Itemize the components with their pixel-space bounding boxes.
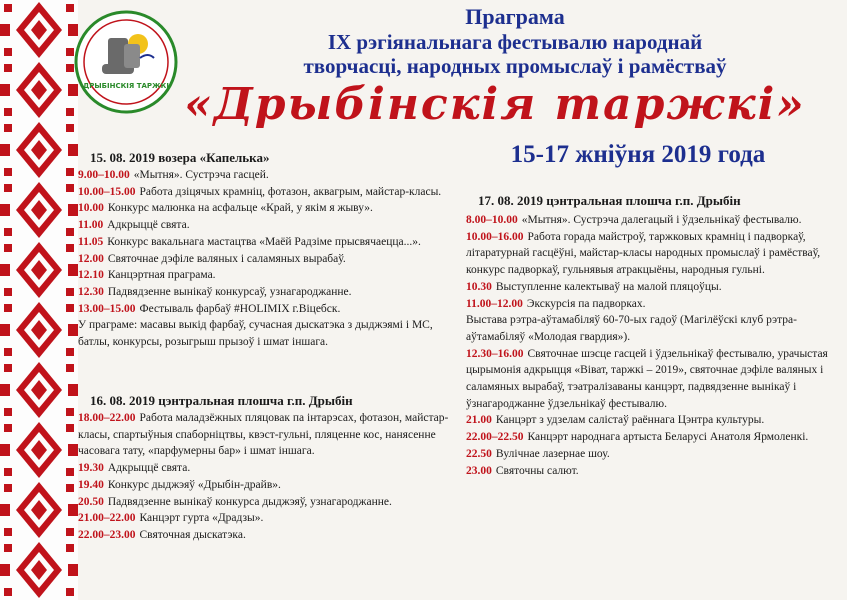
day3-heading: 17. 08. 2019 цэнтральная плошча г.п. Дрыбін <box>478 193 741 208</box>
festival-title: «Дрыбінскія таржкі» <box>184 79 806 130</box>
day3-event: Выстава рэтра-аўтамабіляў 60-70-ых гадоў (Магілёўскі клуб рэтра-аўтамабіляў «Молодая гвардия»). <box>466 314 797 343</box>
day1-event: 10.00–15.00 Работа дзіцячых крамніц, фотазон, аквагрым, майстар-класы. <box>78 185 442 198</box>
day3-event: 22.00–22.50 Канцэрт народнага артыста Беларусі Анатоля Ярмоленкі. <box>466 431 809 444</box>
day1-event: 12.00 Святочнае дэфіле валяных і саламяных вырабаў. <box>78 252 346 265</box>
program-header <box>200 4 830 78</box>
day3-event: 12.30–16.00 Святочнае шэсце гасцей і ўдзельнікаў фестывалю, урачыстая цырымонія адкрыцця «Віват, таржкі – 2019», святочнае дэфіле валяных і саламяных вырабаў, тэатралізаваны канцэрт, падвядзенне вынікаў і ўзнагароджанне ўдзельнікаў фестывалю. <box>466 347 828 410</box>
day2-event: 21.00–22.00 Канцэрт гурта «Драдзы». <box>78 512 264 525</box>
day3-schedule <box>466 212 836 479</box>
logo-text: ДРЫБІНСКІЯ ТАРЖКІ <box>83 82 169 90</box>
program-label: Праграма <box>465 4 565 29</box>
festival-dates: 15-17 жніўня 2019 года <box>510 141 766 168</box>
festival-subtitle-2: творчасці, народных промыслаў і рамёстваў <box>303 54 727 78</box>
day3-event: 23.00 Святочны салют. <box>466 464 579 477</box>
day1-note: У праграме: масавы выкід фарбаў, сучасная дыскатэка з дыджэямі і МС, батлы, конкурсы, розыгрыш прызоў і шмат іншага. <box>78 319 433 349</box>
day1-event: 12.30 Падвядзенне вынікаў конкурсаў, узнагароджанне. <box>78 285 352 298</box>
day1-event: 13.00–15.00 Фестываль фарбаў #HOLIMIX г.Віцебск. <box>78 302 341 315</box>
day3-event: 11.00–12.00 Экскурсія па падворках. <box>466 297 646 310</box>
day1-event: 11.00 Адкрыццё свята. <box>78 219 190 232</box>
day3-event: 8.00–10.00 «Мытня». Сустрэча далегацый і ўдзельнікаў фестывалю. <box>466 214 802 226</box>
day3-event: 22.50 Вулічнае лазернае шоу. <box>466 447 610 460</box>
day1-event: 9.00–10.00 «Мытня». Сустрэча гасцей. <box>78 169 269 181</box>
day2-event: 19.30 Адкрыццё свята. <box>78 462 191 475</box>
day2-schedule <box>78 410 450 544</box>
day2-event: 20.50 Падвядзенне вынікаў конкурса дыджэяў, узнагароджанне. <box>78 495 392 508</box>
festival-subtitle-1: IX рэгіянальнага фестывалю народнай <box>327 30 703 54</box>
ornament-pattern <box>0 0 78 600</box>
day2-event: 18.00–22.00 Работа маладзёжных пляцовак па інтарэсах, фотазон, майстар-класы, спартыўныя спаборніцтвы, квэст-гульні, пляценне кос, нанясенне часовага тату, «парфумерны бар» і шмат іншага. <box>78 412 449 458</box>
day1-event: 11.05 Конкурс вакальнага мастацтва «Маёй Радзіме прысвячаецца...». <box>78 235 421 248</box>
ornament-border <box>0 0 78 600</box>
day1-event: 10.00 Конкурс малюнка на асфальце «Край, у якім я жыву». <box>78 202 373 215</box>
day3-event: 10.30 Выступленне калектываў на малой пляцоўцы. <box>466 280 722 293</box>
day2-heading: 16. 08. 2019 цэнтральная плошча г.п. Дрыбін <box>90 393 353 408</box>
day2-event: 22.00–23.00 Святочная дыскатэка. <box>78 528 246 541</box>
day3-event: 21.00 Канцэрт з удзелам салістаў раённага Цэнтра культуры. <box>466 414 765 427</box>
day1-event: 12.10 Канцэртная праграма. <box>78 269 216 282</box>
day1-heading: 15. 08. 2019 возера «Капелька» <box>90 150 270 165</box>
day1-schedule <box>78 167 450 351</box>
day3-event: 10.00–16.00 Работа горада майстроў, таржковых крамніц і падворкаў, літаратурнай гасцёўні, майстар-класы народных промыслаў і рамёстваў, конкурс падворкаў, гульнявыя атракцыёны, народныя гульні. <box>466 230 821 277</box>
day2-event: 19.40 Конкурс дыджэяў «Дрыбін-драйв». <box>78 478 281 491</box>
